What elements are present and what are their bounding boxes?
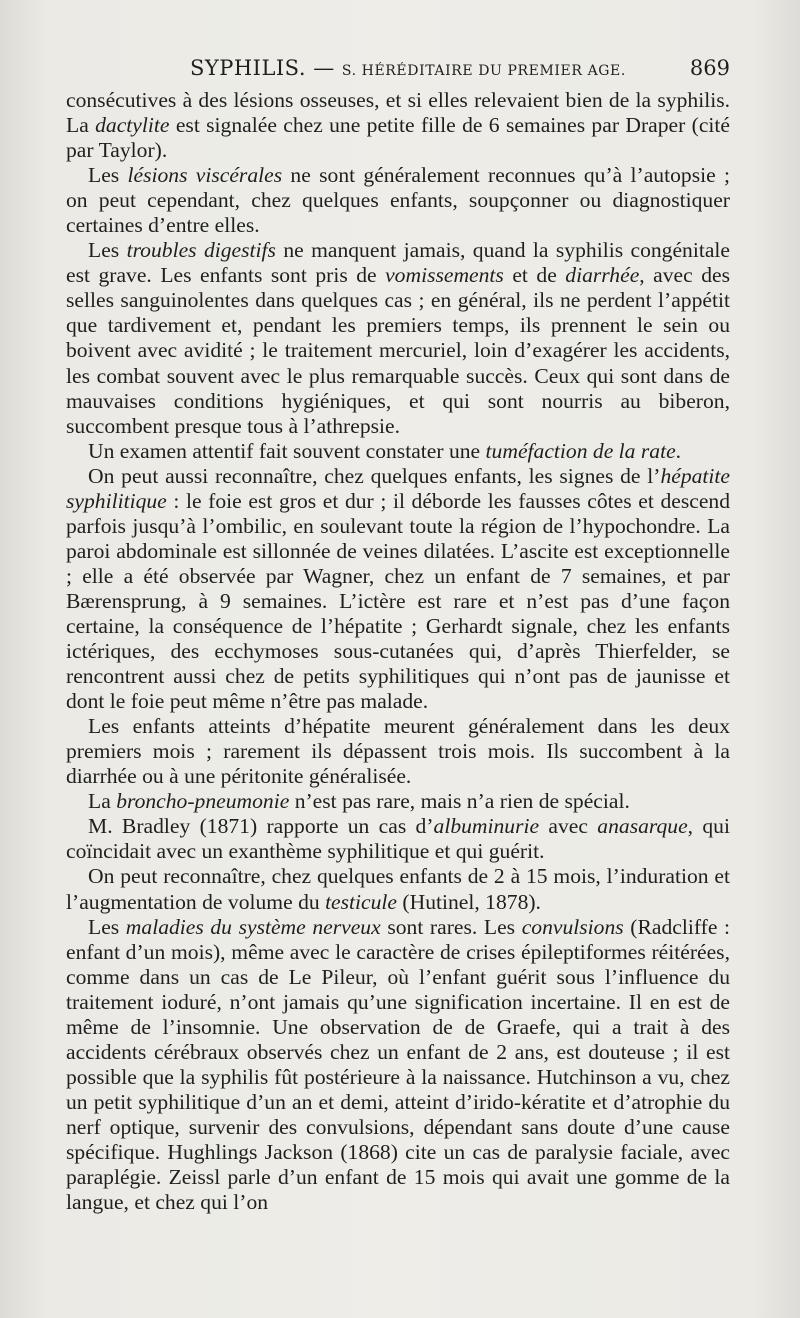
- italic-term: hépatite syphilitique: [66, 463, 730, 513]
- italic-term: troubles digestifs: [126, 238, 276, 263]
- paragraph: [66, 864, 730, 914]
- italic-term: albuminurie: [433, 814, 540, 839]
- italic-term: testicule: [325, 889, 398, 914]
- text-run: : le foie est gros et dur ; il déborde les fausses côtes et descend parfois jusqu’à l’ombilic, en soulevant toute la région de l’hypochondre. La paroi abdominale est sillonnée de veines dilatées. L’ascite est exceptionnelle ; elle a été observée par Wagner, chez un enfant de 7 semaines, et par Bærensprung, à 9 semaines. L’ictère est rare et n’est pas d’une façon certaine, la conséquence de l’hépatite ; Gerhardt signale, chez les enfants ictériques, des ecchymoses sous-cutanées qui, d’après Thierfelder, se rencontrent aussi chez de petits syphilitiques qui n’ont pas de jaunisse et dont le foie peut même n’être pas malade.: [66, 488, 730, 714]
- text-run: ne sont généralement reconnues qu’à l’autopsie ; on peut cependant, chez quelques enfants, soupçonner ou diagnostiquer certaines d’entre elles.: [66, 163, 730, 238]
- text-run: On peut reconnaître, chez quelques enfants de 2 à 15 mois, l’induration et l’augmentation de volume du: [66, 864, 730, 914]
- text-run: est signalée chez une petite fille de 6 semaines par Draper (cité par Taylor).: [66, 113, 730, 163]
- header-dash: —: [313, 56, 335, 80]
- body-text: [66, 88, 730, 1215]
- italic-term: lésions viscérales: [127, 163, 283, 188]
- text-run: consécutives à des lésions osseuses, et si elles relevaient bien de la syphilis. La: [66, 88, 730, 138]
- text-run: avec: [539, 814, 598, 839]
- header-title-main: SYPHILIS.: [189, 56, 306, 80]
- running-header: [66, 56, 730, 86]
- text-run: sont rares. Les: [380, 914, 522, 939]
- text-run: Les enfants atteints d’hépatite meurent généralement dans les deux premiers mois ; rarement ils dépassent trois mois. Ils succombent à la diarrhée ou à une péritonite généralisée.: [66, 714, 730, 789]
- italic-term: anasarque: [597, 814, 688, 839]
- page-number: 869: [689, 56, 730, 80]
- italic-term: maladies du système nerveux: [125, 914, 381, 939]
- text-run: Les: [88, 163, 128, 188]
- paragraph: [66, 789, 730, 814]
- text-run: (Radcliffe : enfant d’un mois), même avec le caractère de crises épileptiformes réitérées, comme dans un cas de Le Pileur, où l’enfant guérit sous l’influence du traitement ioduré, n’ont jamais qu’une signification incertaine. Il en est de même de l’insomnie. Une observation de de Graefe, qui a trait à des accidents cérébraux observés chez un enfant de 2 ans, est douteuse ; il est possible que la syphilis fût postérieure à la naissance. Hutchinson a vu, chez un petit syphilitique d’un an et demi, atteint d’irido-kératite et d’atrophie du nerf optique, survenir des convulsions, dépendant sans doute d’une cause spécifique. Hughlings Jackson (1868) cite un cas de paralysie faciale, avec paraplégie. Zeissl parle d’un enfant de 15 mois qui avait une gomme de la langue, et chez qui l’on: [66, 914, 731, 1215]
- text-run: Les: [88, 914, 126, 939]
- paragraph: [66, 714, 730, 789]
- text-run: .: [675, 438, 682, 463]
- italic-term: dactylite: [95, 113, 170, 138]
- paragraph: [66, 915, 730, 1216]
- paragraph: [66, 88, 730, 163]
- paragraph: [66, 439, 730, 464]
- italic-term: vomissements: [385, 263, 504, 288]
- text-run: (Hutinel, 1878).: [397, 889, 541, 914]
- text-run: On peut aussi reconnaître, chez quelques enfants, les signes de l’: [88, 463, 661, 488]
- text-run: M. Bradley (1871) rapporte un cas d’: [88, 814, 434, 839]
- paragraph: [66, 163, 730, 238]
- text-run: n’est pas rare, mais n’a rien de spécial.: [289, 789, 630, 814]
- italic-term: tuméfaction de la rate: [485, 438, 676, 463]
- text-run: Les: [88, 238, 127, 263]
- text-run: ne manquent jamais, quand la syphilis congénitale est grave. Les enfants sont pris de: [66, 238, 731, 288]
- italic-term: diarrhée: [565, 263, 640, 288]
- text-run: , qui coïncidait avec un exanthème syphilitique et qui guérit.: [66, 814, 730, 864]
- header-subtitle: S. HÉRÉDITAIRE DU PREMIER AGE.: [341, 63, 626, 79]
- text-run: Un examen attentif fait souvent constater une: [88, 438, 486, 463]
- text-run: , avec des selles sanguinolentes dans quelques cas ; en général, ils ne perdent l’appétit que tardivement et, pendant les premiers temps, ils prennent le sein ou boivent avec avidité ; le traitement mercuriel, loin d’exagérer les accidents, les combat souvent avec le plus remarquable succès. Ceux qui sont dans de mauvaises conditions hygiéniques, et qui sont nourris au biberon, succombent presque tous à l’athrepsie.: [66, 263, 730, 438]
- running-title: [126, 56, 690, 80]
- text-run: La: [88, 789, 117, 814]
- text-run: et de: [503, 263, 566, 288]
- paragraph: [66, 814, 730, 864]
- italic-term: broncho-pneumonie: [116, 789, 290, 814]
- paragraph: [66, 464, 730, 714]
- italic-term: convulsions: [521, 914, 624, 939]
- paragraph: [66, 238, 730, 438]
